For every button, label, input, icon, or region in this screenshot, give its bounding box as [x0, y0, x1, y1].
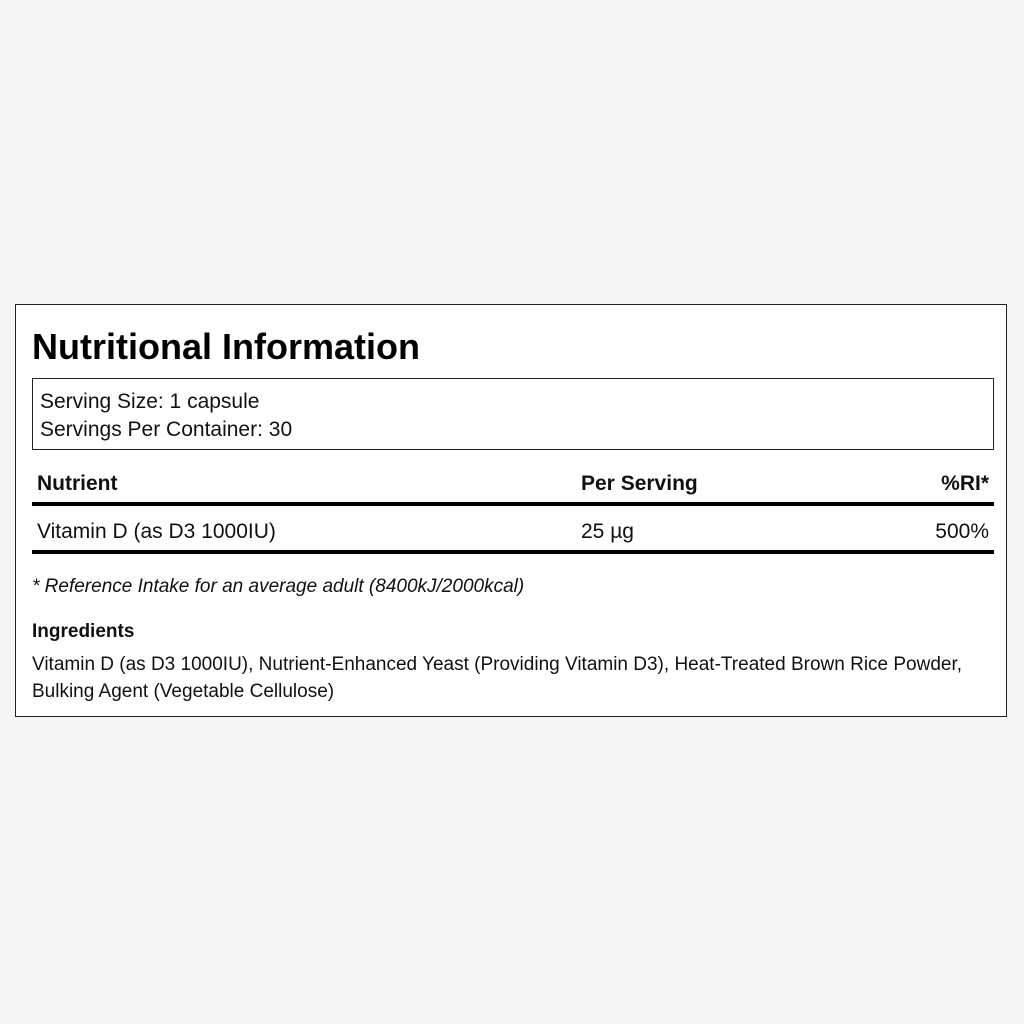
serving-info-box: [32, 378, 994, 450]
header-nutrient: Nutrient: [37, 472, 118, 495]
ingredients-heading: Ingredients: [32, 621, 135, 642]
table-header-row: [32, 468, 994, 502]
nutrient-table: [32, 468, 994, 554]
ri-footnote: * Reference Intake for an average adult (8400kJ/2000kcal): [32, 576, 525, 597]
header-divider: [32, 502, 994, 506]
label-title: Nutritional Information: [32, 326, 420, 367]
serving-size: Serving Size: 1 capsule: [40, 390, 260, 413]
row-nutrient: Vitamin D (as D3 1000IU): [37, 520, 276, 543]
header-per-serving: Per Serving: [581, 472, 698, 495]
table-row: [32, 516, 994, 550]
ingredients-text: Vitamin D (as D3 1000IU), Nutrient-Enhanced Yeast (Providing Vitamin D3), Heat-Treated Brown Rice Powder, Bulking Agent (Vegetable Cellulose): [32, 654, 963, 702]
header-ri: %RI*: [941, 472, 989, 495]
table-bottom-divider: [32, 550, 994, 554]
nutrition-label-panel: [15, 304, 1007, 717]
row-per-serving: 25 µg: [581, 520, 634, 543]
row-ri: 500%: [935, 520, 989, 543]
servings-per-container: Servings Per Container: 30: [40, 418, 293, 441]
